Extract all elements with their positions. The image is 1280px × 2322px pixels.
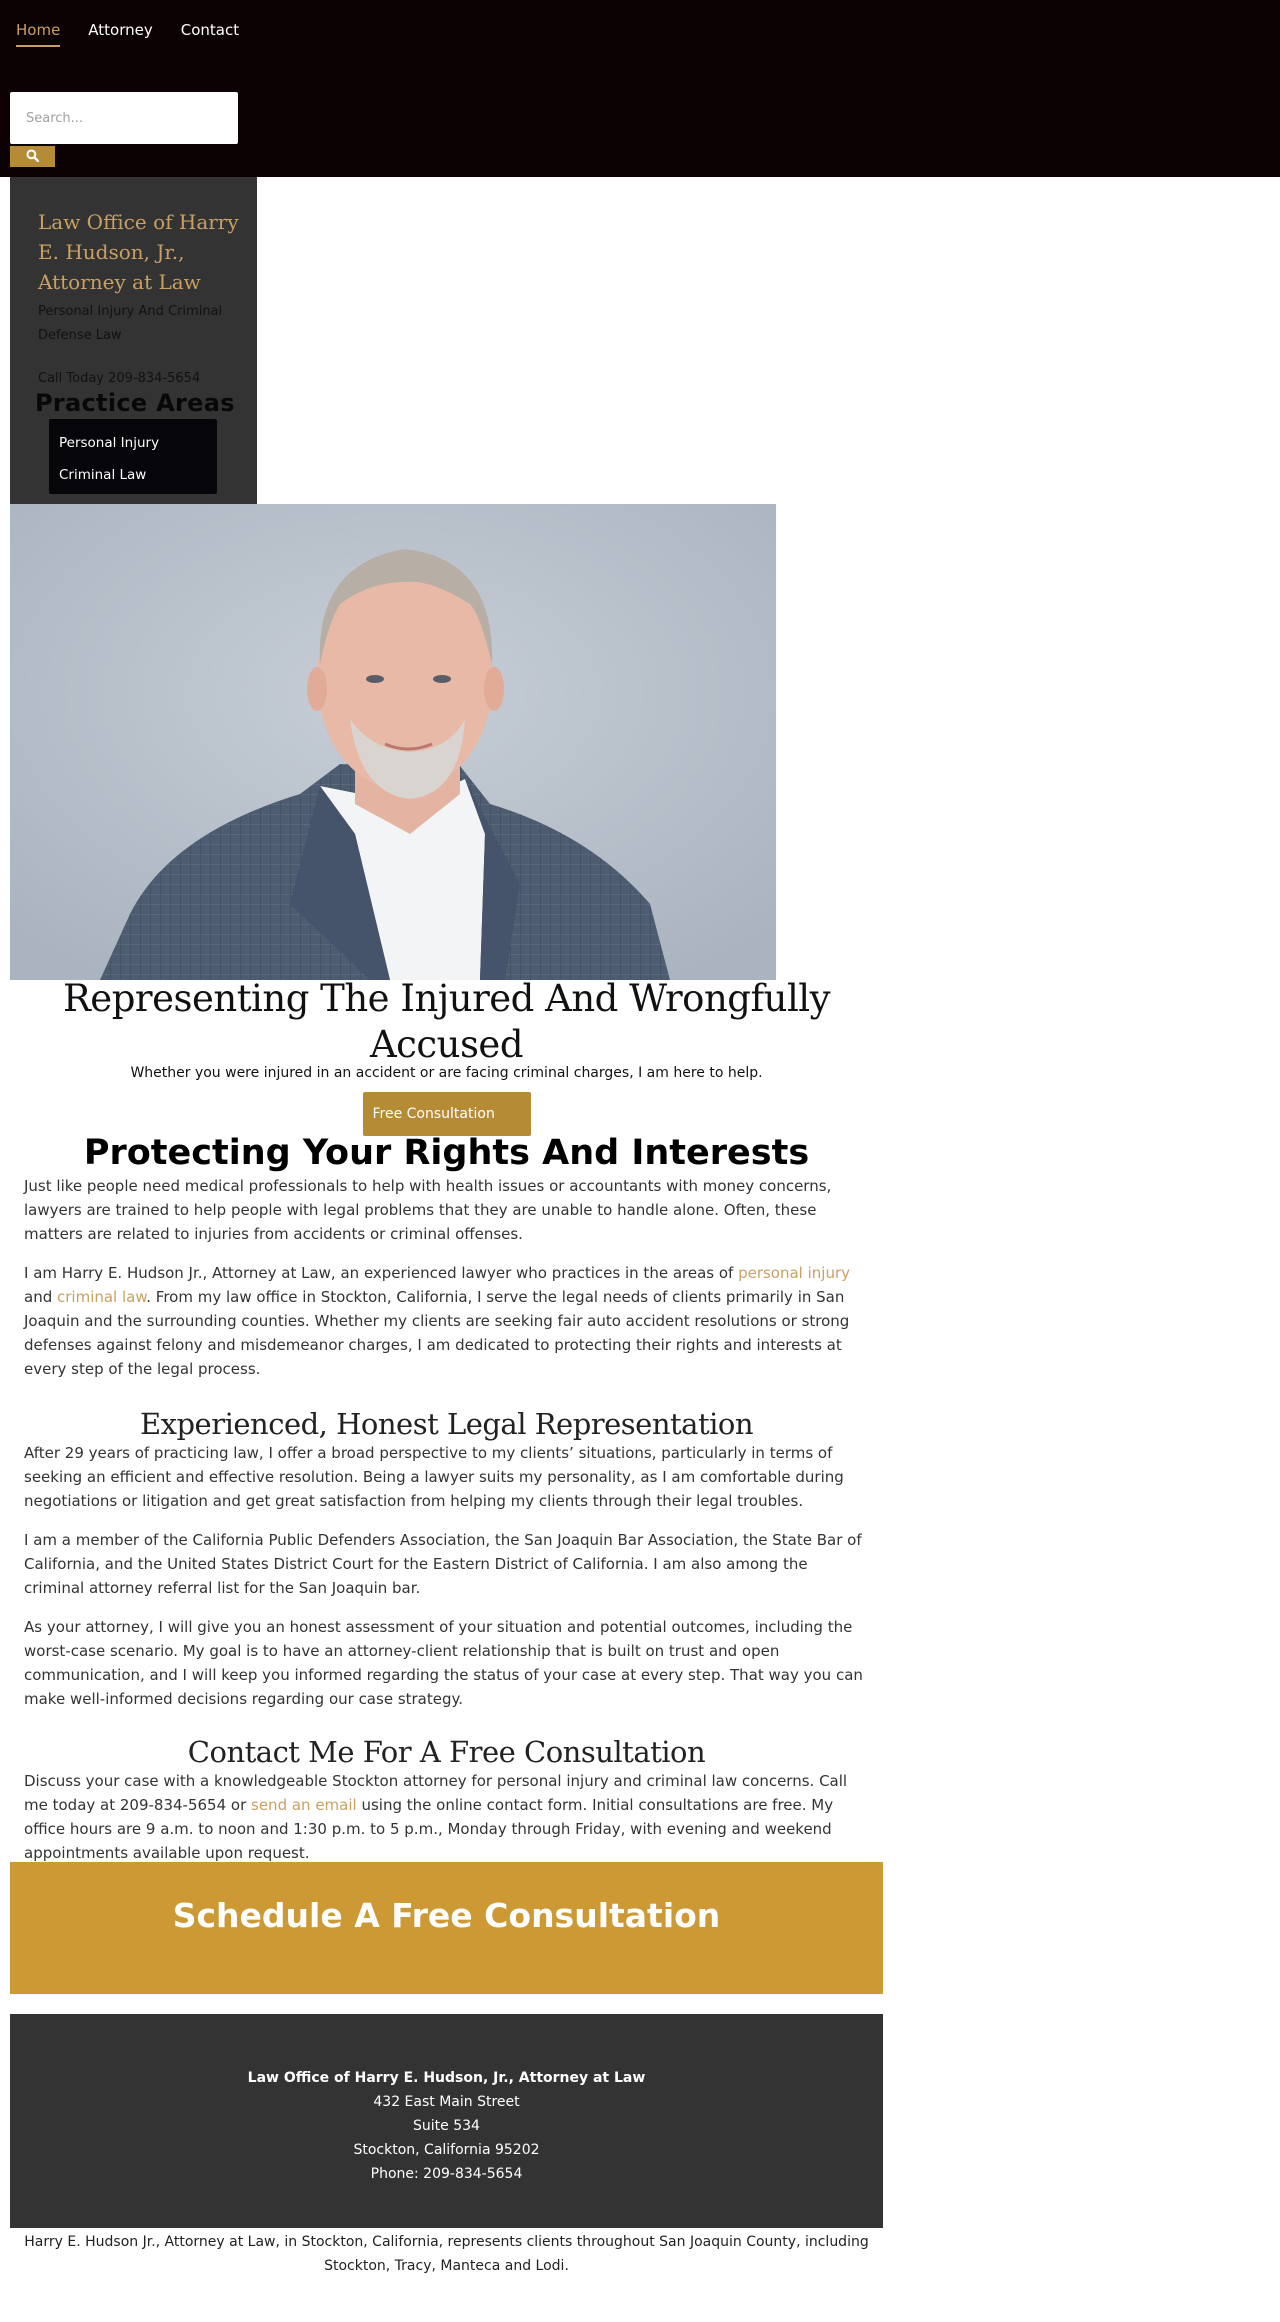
portrait-illustration <box>10 504 776 980</box>
footer-city-state-zip: Stockton, California 95202 <box>353 2142 540 2158</box>
footer-phone[interactable]: Phone: 209-834-5654 <box>370 2166 523 2182</box>
practice-item-personal-injury[interactable]: Personal Injury <box>59 435 160 451</box>
paragraph: After 29 years of practicing law, I offer a broad perspective to my clients’ situations, particularly in terms of seeking an efficient and effective resolution. Being a lawyer suits my personality, as I am comfortable during negotiations or litigation and get great satisfaction from helping my clients through their legal troubles. <box>24 1444 844 1510</box>
main-nav <box>16 18 239 47</box>
schedule-consultation-label: Schedule A Free Consultation <box>172 1896 721 1935</box>
practice-areas-heading: Practice Areas <box>35 389 235 417</box>
practice-areas-menu <box>49 419 217 494</box>
nav-contact[interactable]: Contact <box>180 21 240 39</box>
footer-firm-name: Law Office of Harry E. Hudson, Jr., Attorney at Law <box>247 2070 646 2086</box>
text: . From my law office in Stockton, California, I serve the legal needs of clients primarily in San Joaquin and the surrounding counties. Whether my clients are seeking fair auto accident resolutions or strong defenses against felony and misdemeanor charges, I am dedicated to protecting their rights and interests at every step of the legal process. <box>24 1288 850 1378</box>
paragraph: I am a member of the California Public Defenders Association, the San Joaquin Bar Association, the State Bar of California, and the United States District Court for the Eastern District of California. I am also among the criminal attorney referral list for the San Joaquin bar. <box>24 1531 862 1597</box>
nav-attorney[interactable]: Attorney <box>88 21 153 39</box>
text: and <box>24 1288 57 1306</box>
link-send-email[interactable]: send an email <box>251 1796 357 1814</box>
link-personal-injury[interactable]: personal injury <box>738 1264 851 1282</box>
footer-address-line2: Suite 534 <box>413 2118 480 2134</box>
nav-home[interactable]: Home <box>16 18 60 47</box>
footer-contact-block <box>10 2014 883 2228</box>
hero-cta-wrap <box>10 1092 883 1136</box>
paragraph: Just like people need medical professionals to help with health issues or accountants with money concerns, lawyers are trained to help people with legal problems that they are unable to handle alone. Often, these matters are related to injuries from accidents or criminal offenses. <box>24 1177 832 1243</box>
search-input[interactable] <box>10 92 238 144</box>
footer-address-line1: 432 East Main Street <box>373 2094 520 2110</box>
practice-item-criminal-law[interactable]: Criminal Law <box>59 467 147 483</box>
search-button[interactable] <box>10 146 55 167</box>
site-tagline: Personal Injury And Criminal Defense Law <box>38 304 223 343</box>
schedule-consultation-banner[interactable] <box>10 1862 883 1994</box>
call-today-phone: Call Today 209-834-5654 <box>38 371 201 386</box>
section-title-protecting: Protecting Your Rights And Interests <box>83 1133 810 1173</box>
footer-service-area-note: Harry E. Hudson Jr., Attorney at Law, in Stockton, California, represents clients throughout San Joaquin County, including Stockton, Tracy, Manteca and Lodi. <box>24 2234 869 2274</box>
site-title[interactable]: Law Office of Harry E. Hudson, Jr., Attorney at Law <box>38 210 239 294</box>
search-icon <box>26 149 39 165</box>
main-content <box>10 976 883 1919</box>
text: Discuss your case with a knowledgeable Stockton attorney for personal injury and criminal law concerns. Call me today at 209-834-5654 or <box>24 1772 848 1814</box>
section-title-experienced: Experienced, Honest Legal Representation <box>139 1407 754 1441</box>
paragraph: As your attorney, I will give you an honest assessment of your situation and potential outcomes, including the worst-case scenario. My goal is to have an attorney-client relationship that is built on trust and open communication, and I will keep you informed regarding the status of your case at every step. That way you can make well-informed decisions regarding our case strategy. <box>24 1618 863 1708</box>
paragraph <box>10 1261 883 1381</box>
section-title-contact: Contact Me For A Free Consultation <box>187 1735 706 1769</box>
attorney-portrait-photo <box>10 504 776 980</box>
free-consultation-button[interactable]: Free Consultation <box>363 1092 531 1136</box>
paragraph <box>10 1769 883 1865</box>
text: using the online contact form. Initial consultations are free. My office hours are 9 a.m. to noon and 1:30 p.m. to 5 p.m., Monday through Friday, with evening and weekend appointments available upon request. <box>24 1796 834 1862</box>
sidebar <box>10 177 257 504</box>
hero-title: Representing The Injured And Wrongfully Accused <box>62 977 831 1066</box>
hero-subtitle: Whether you were injured in an accident or are facing criminal charges, I am here to help. <box>130 1065 763 1081</box>
text: I am Harry E. Hudson Jr., Attorney at Law, an experienced lawyer who practices in the areas of <box>24 1264 739 1282</box>
site-header <box>0 0 1280 177</box>
link-criminal-law[interactable]: criminal law <box>57 1288 147 1306</box>
